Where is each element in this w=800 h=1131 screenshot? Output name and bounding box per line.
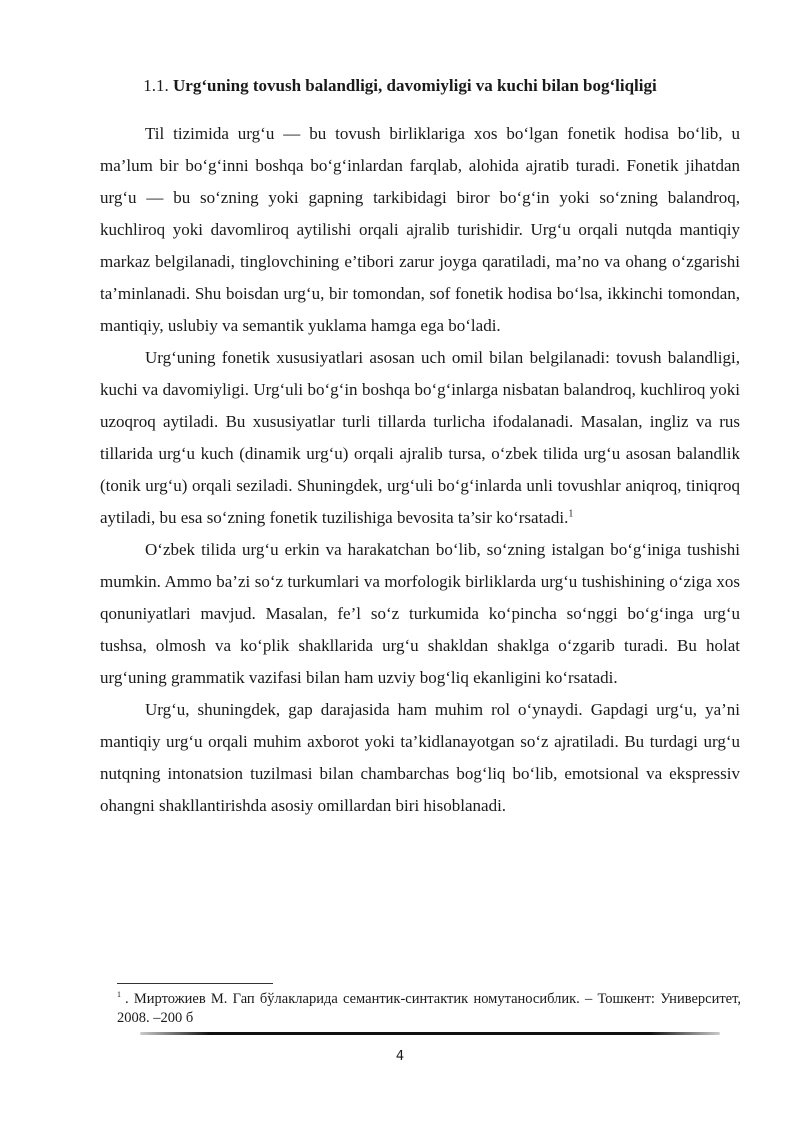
paragraph-text: Til tizimida urg‘u — bu tovush birliklariga xos bo‘lgan fonetik hodisa bo‘lib, u ma’lum bir bo‘g‘inni boshqa bo‘g‘inlardan farqlab, alohida ajratib turadi. Fonetik jihatdan urg‘u — bu so‘zning yoki gapning tarkibidagi biror bo‘g‘in yoki so‘zning balandroq, kuchliroq yoki davomliroq aytilishi orqali ajralib turishidir. Urg‘u orqali nutqda mantiqiy markaz belgilanadi, tinglovchining e’tibori zarur joyga qaratiladi, ma’no va ohang o‘zgarishi ta’minlanadi. Shu boisdan urg‘u, bir tomondan, sof fonetik hodisa bo‘lsa, ikkinchi tomondan, mantiqiy, uslubiy va semantik yuklama hamga ega bo‘ladi. [100, 124, 740, 335]
paragraph-text: Urg‘u, shuningdek, gap darajasida ham muhim rol o‘ynaydi. Gapdagi urg‘u, ya’ni mantiqiy urg‘u orqali muhim axborot yoki ta’kidlanayotgan so‘z ajratiladi. Bu turdagi urg‘u nutqning intonatsion tuzilmasi bilan chambarchas bog‘liq bo‘lib, emotsional va ekspressiv ohangni shakllantirishda asosiy omillardan biri hisoblanadi. [100, 700, 740, 815]
page-number: 4 [395, 1049, 405, 1064]
footnote-text: . Миртожиев М. Гап бўлакларида семантик-синтактик номутаносиблик. – Тошкент: Университет, 2008. –200 б [117, 991, 741, 1026]
body-text [100, 118, 740, 822]
section-number: 1.1. [143, 76, 169, 95]
footnote [117, 990, 741, 1028]
paragraph [100, 118, 740, 342]
section-title: Urg‘uning tovush balandligi, davomiyligi va kuchi bilan bog‘liqligi [173, 76, 657, 95]
paragraph [100, 534, 740, 694]
footnote-separator [117, 983, 273, 984]
section-heading [0, 74, 800, 98]
footnote-reference[interactable]: 1 [568, 508, 574, 520]
paragraph-text: O‘zbek tilida urg‘u erkin va harakatchan bo‘lib, so‘zning istalgan bo‘g‘iniga tushishi mumkin. Ammo ba’zi so‘z turkumlari va morfologik birliklarda urg‘u tushishining o‘ziga xos qonuniyatlari mavjud. Masalan, fe’l so‘z turkumida ko‘pincha so‘nggi bo‘g‘inga urg‘u tushsa, olmosh va ko‘plik shakllarida urg‘u shakldan shaklga o‘zgarib turadi. Bu holat urg‘uning grammatik vazifasi bilan ham uzviy bog‘liq ekanligini ko‘rsatadi. [100, 540, 740, 687]
paragraph [100, 694, 740, 822]
footer-rule [140, 1032, 720, 1035]
footnote-mark: 1 [117, 990, 121, 1000]
paragraph-text: Urg‘uning fonetik xususiyatlari asosan uch omil bilan belgilanadi: tovush balandligi, kuchi va davomiyligi. Urg‘uli bo‘g‘in boshqa bo‘g‘inlarga nisbatan balandroq, kuchliroq yoki uzoqroq aytiladi. Bu xususiyatlar turli tillarda turlicha ifodalanadi. Masalan, ingliz va rus tillarida urg‘u kuch (dinamik urg‘u) orqali ajralib tursa, o‘zbek tilida urg‘u asosan balandlik (tonik urg‘u) orqali seziladi. Shuningdek, urg‘uli bo‘g‘inlarda unli tovushlar aniqroq, tiniqroq aytiladi, bu esa so‘zning fonetik tuzilishiga bevosita ta’sir ko‘rsatadi. [100, 348, 740, 527]
paragraph [100, 342, 740, 534]
